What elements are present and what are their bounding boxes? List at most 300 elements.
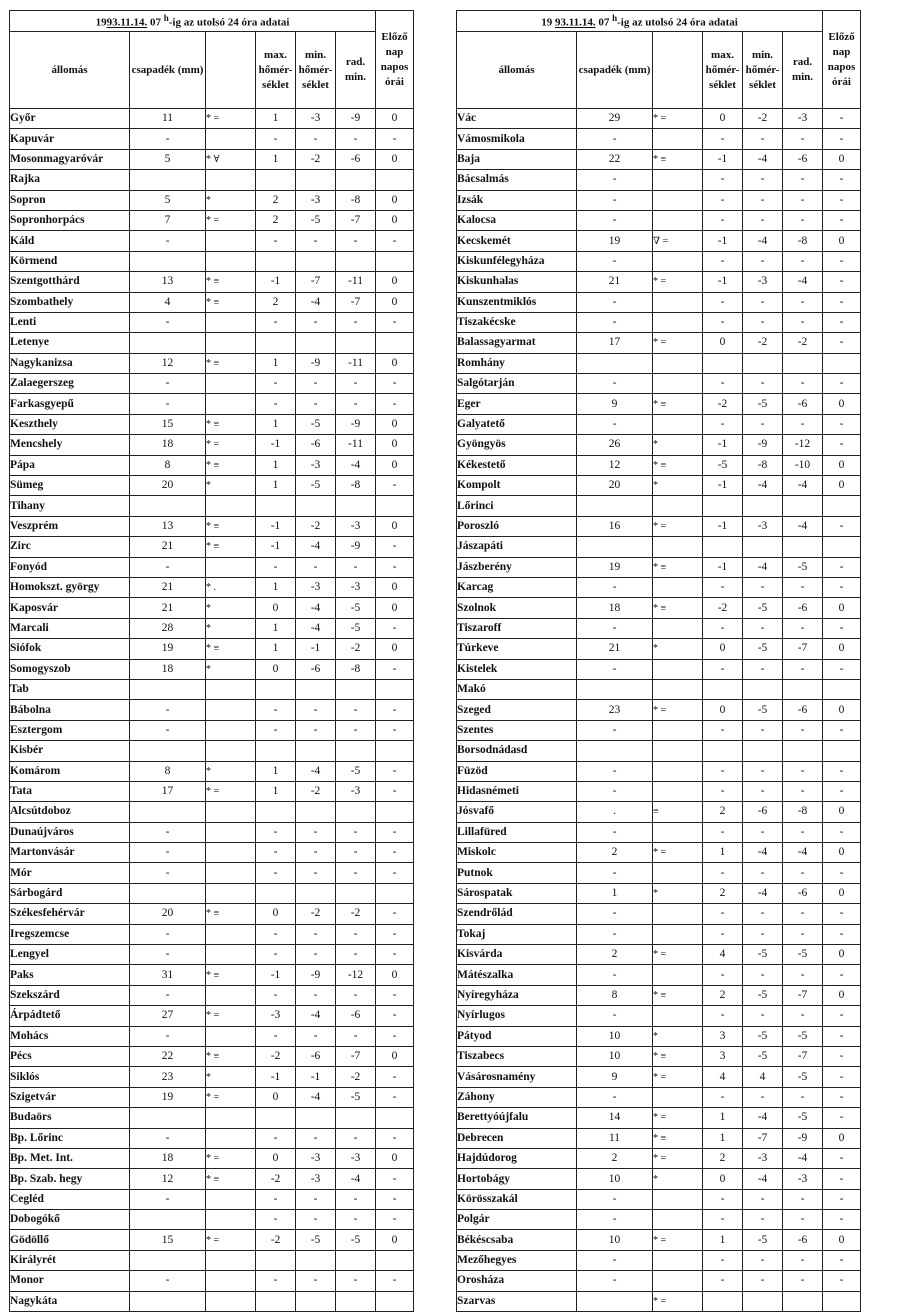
max-temp-value: 0 [256, 1087, 296, 1107]
sunshine-hours-value: - [823, 557, 861, 577]
station-name: Szeged [457, 700, 577, 720]
left-weather-table [9, 10, 414, 1312]
station-name: Tihany [10, 496, 130, 516]
table-row [457, 1026, 861, 1046]
table-row [457, 1006, 861, 1026]
station-name: Körösszakál [457, 1189, 577, 1209]
station-name: Baja [457, 149, 577, 169]
weather-symbol [206, 822, 256, 842]
title-part: 93.11.14. [106, 16, 148, 29]
table-row [457, 537, 861, 557]
min-temp-value: -3 [296, 190, 336, 210]
station-name: Homokszt. györgy [10, 577, 130, 597]
min-temp-value: - [743, 251, 783, 271]
table-row [457, 741, 861, 761]
sunshine-hours-value: - [823, 1210, 861, 1230]
sunshine-hours-value: - [823, 109, 861, 129]
sunshine-hours-value: 0 [823, 700, 861, 720]
weather-symbol: * = [653, 843, 703, 863]
sunshine-hours-value: - [823, 1148, 861, 1168]
weather-symbol: * [206, 761, 256, 781]
min-temp-value: -4 [743, 1169, 783, 1189]
table-row [457, 1271, 861, 1291]
weather-symbol [206, 333, 256, 353]
max-temp-value: 1 [256, 618, 296, 638]
min-temp-value: -3 [296, 109, 336, 129]
min-temp-value: - [743, 170, 783, 190]
rad-min-value: - [783, 965, 823, 985]
station-name: Tab [10, 679, 130, 699]
min-temp-value [743, 1291, 783, 1311]
rad-min-value: -5 [783, 1108, 823, 1128]
table-row [457, 1087, 861, 1107]
weather-symbol: * ≡ [206, 516, 256, 536]
rad-min-value: -6 [783, 394, 823, 414]
table-row [457, 700, 861, 720]
sunshine-hours-value: - [823, 1006, 861, 1026]
rad-min-value [336, 496, 376, 516]
rad-min-value [336, 679, 376, 699]
min-temp-value: -7 [743, 1128, 783, 1148]
min-temp-value: - [743, 924, 783, 944]
max-temp-value: - [703, 190, 743, 210]
header-symbol [206, 32, 256, 109]
station-name: Letenye [10, 333, 130, 353]
min-temp-value: - [296, 822, 336, 842]
max-temp-value: 1 [256, 476, 296, 496]
table-row [10, 577, 414, 597]
min-temp-value [296, 251, 336, 271]
precipitation-value: 11 [130, 109, 206, 129]
station-name: Tiszaroff [457, 618, 577, 638]
max-temp-value: - [703, 924, 743, 944]
max-temp-value: - [703, 251, 743, 271]
min-temp-value: - [743, 1250, 783, 1270]
table-row [10, 904, 414, 924]
min-temp-value: -4 [743, 843, 783, 863]
table-row [10, 394, 414, 414]
precipitation-value: - [577, 1250, 653, 1270]
table-row [10, 985, 414, 1005]
precipitation-value: 20 [130, 476, 206, 496]
precipitation-value: - [577, 781, 653, 801]
max-temp-value: 1 [703, 843, 743, 863]
table-row [10, 781, 414, 801]
station-name: Békéscsaba [457, 1230, 577, 1250]
weather-symbol: * = [206, 1006, 256, 1026]
min-temp-value: -4 [743, 1108, 783, 1128]
precipitation-value: 29 [577, 109, 653, 129]
weather-symbol [206, 129, 256, 149]
max-temp-value: - [703, 374, 743, 394]
weather-symbol [653, 170, 703, 190]
weather-symbol [653, 414, 703, 434]
min-temp-value: -2 [296, 904, 336, 924]
header-sunshine: Előző nap napos órái [823, 11, 861, 109]
rad-min-value: - [783, 251, 823, 271]
sunshine-hours-value: - [823, 1087, 861, 1107]
weather-symbol [653, 1271, 703, 1291]
max-temp-value: 4 [703, 945, 743, 965]
rad-min-value: -3 [783, 1169, 823, 1189]
max-temp-value: 1 [256, 455, 296, 475]
weather-symbol [206, 231, 256, 251]
min-temp-value: -6 [296, 1046, 336, 1066]
min-temp-value: -5 [296, 210, 336, 230]
precipitation-value: - [577, 904, 653, 924]
precipitation-value: - [577, 210, 653, 230]
weather-symbol [206, 720, 256, 740]
rad-min-value [336, 1250, 376, 1270]
station-name: Makó [457, 679, 577, 699]
sunshine-hours-value: - [376, 1087, 414, 1107]
min-temp-value: - [743, 965, 783, 985]
min-temp-value: - [743, 312, 783, 332]
station-name: Sárbogárd [10, 883, 130, 903]
sunshine-hours-value: 0 [376, 353, 414, 373]
station-name: Lengyel [10, 945, 130, 965]
station-name: Mátészalka [457, 965, 577, 985]
rad-min-value: - [336, 129, 376, 149]
rad-min-value: -8 [336, 659, 376, 679]
weather-symbol: * = [206, 1230, 256, 1250]
weather-symbol [206, 1210, 256, 1230]
rad-min-value: -4 [783, 272, 823, 292]
rad-min-value [783, 537, 823, 557]
sunshine-hours-value: 0 [823, 1128, 861, 1148]
station-name: Kalocsa [457, 210, 577, 230]
max-temp-value: -2 [703, 394, 743, 414]
station-name: Polgár [457, 1210, 577, 1230]
max-temp-value: 4 [703, 1067, 743, 1087]
min-temp-value: - [743, 659, 783, 679]
precipitation-value: - [577, 618, 653, 638]
table-row [10, 312, 414, 332]
sunshine-hours-value: 0 [376, 210, 414, 230]
rad-min-value: -3 [336, 781, 376, 801]
precipitation-value: - [577, 720, 653, 740]
header-station: állomás [457, 32, 577, 109]
rad-min-value: - [336, 843, 376, 863]
precipitation-value: 18 [577, 598, 653, 618]
precipitation-value: 18 [130, 1148, 206, 1168]
rad-min-value: -6 [783, 149, 823, 169]
table-row [10, 455, 414, 475]
table-row [457, 272, 861, 292]
weather-symbol [653, 720, 703, 740]
table-row [10, 272, 414, 292]
sunshine-hours-value: - [823, 1189, 861, 1209]
header-station: állomás [10, 32, 130, 109]
min-temp-value: - [296, 1128, 336, 1148]
table-row [10, 149, 414, 169]
rad-min-value: -8 [783, 802, 823, 822]
precipitation-value: 9 [577, 394, 653, 414]
rad-min-value: - [783, 1250, 823, 1270]
precipitation-value: - [577, 1189, 653, 1209]
sunshine-hours-value [376, 251, 414, 271]
min-temp-value: - [743, 129, 783, 149]
station-name: Királyrét [10, 1250, 130, 1270]
sunshine-hours-value: - [376, 863, 414, 883]
rad-min-value: -5 [783, 945, 823, 965]
rad-min-value: - [783, 170, 823, 190]
table-row [457, 822, 861, 842]
min-temp-value: -4 [743, 557, 783, 577]
table-row [457, 1046, 861, 1066]
table-row [10, 843, 414, 863]
rad-min-value: - [336, 822, 376, 842]
station-name: Somogyszob [10, 659, 130, 679]
precipitation-value [130, 883, 206, 903]
max-temp-value: - [703, 1250, 743, 1270]
sunshine-hours-value: 0 [823, 945, 861, 965]
precipitation-value: - [130, 374, 206, 394]
rad-min-value: - [783, 414, 823, 434]
sunshine-hours-value: - [376, 231, 414, 251]
weather-symbol: * ≡ [653, 1128, 703, 1148]
min-temp-value: -5 [743, 394, 783, 414]
rad-min-value: -5 [336, 618, 376, 638]
rad-min-value: - [336, 700, 376, 720]
weather-symbol: * = [653, 1148, 703, 1168]
precipitation-value: 23 [130, 1067, 206, 1087]
weather-symbol [206, 1271, 256, 1291]
precipitation-value: - [130, 1026, 206, 1046]
weather-symbol [653, 965, 703, 985]
header-sunshine: Előző nap napos órái [376, 11, 414, 109]
station-name: Jászapáti [457, 537, 577, 557]
precipitation-value: 19 [130, 1087, 206, 1107]
max-temp-value: - [256, 843, 296, 863]
rad-min-value: - [336, 1026, 376, 1046]
table-row [10, 1210, 414, 1230]
station-name: Farkasgyepű [10, 394, 130, 414]
precipitation-value [577, 537, 653, 557]
precipitation-value: - [130, 1271, 206, 1291]
rad-min-value: -6 [783, 1230, 823, 1250]
table-row [457, 231, 861, 251]
rad-min-value: - [336, 863, 376, 883]
min-temp-value: - [743, 720, 783, 740]
max-temp-value: -2 [256, 1169, 296, 1189]
station-name: Zalaegerszeg [10, 374, 130, 394]
min-temp-value: - [743, 374, 783, 394]
precipitation-value: 26 [577, 435, 653, 455]
table-row [457, 129, 861, 149]
station-name: Kiskunhalas [457, 272, 577, 292]
min-temp-value: -5 [743, 700, 783, 720]
table-row [10, 129, 414, 149]
min-temp-value: -3 [743, 272, 783, 292]
min-temp-value: -1 [296, 639, 336, 659]
sunshine-hours-value: - [376, 781, 414, 801]
rad-min-value: -8 [783, 231, 823, 251]
sunshine-hours-value: 0 [376, 965, 414, 985]
sunshine-hours-value: - [823, 374, 861, 394]
weather-symbol: * [653, 476, 703, 496]
min-temp-value: - [743, 1189, 783, 1209]
table-row [10, 374, 414, 394]
station-name: Putnok [457, 863, 577, 883]
station-name: Nyíregyháza [457, 985, 577, 1005]
table-row [457, 802, 861, 822]
max-temp-value: - [703, 170, 743, 190]
max-temp-value: 3 [703, 1026, 743, 1046]
min-temp-value: - [296, 557, 336, 577]
weather-symbol [206, 312, 256, 332]
table-row [10, 1230, 414, 1250]
station-name: Galyatető [457, 414, 577, 434]
station-name: Debrecen [457, 1128, 577, 1148]
weather-symbol: * ≡ [653, 1046, 703, 1066]
weather-symbol [206, 374, 256, 394]
rad-min-value [783, 679, 823, 699]
sunshine-hours-value [823, 679, 861, 699]
sunshine-hours-value: - [823, 659, 861, 679]
table-row [10, 516, 414, 536]
precipitation-value: - [577, 1006, 653, 1026]
rad-min-value: -6 [336, 149, 376, 169]
precipitation-value: - [577, 251, 653, 271]
table-row [457, 190, 861, 210]
table-row [10, 639, 414, 659]
rad-min-value: -11 [336, 353, 376, 373]
rad-min-value: -6 [783, 598, 823, 618]
precipitation-value: 7 [130, 210, 206, 230]
weather-symbol: * [206, 190, 256, 210]
min-temp-value: -2 [296, 781, 336, 801]
weather-symbol [206, 700, 256, 720]
max-temp-value [703, 679, 743, 699]
rad-min-value: -8 [336, 476, 376, 496]
weather-symbol [653, 1087, 703, 1107]
weather-symbol: * = [206, 1148, 256, 1168]
table-row [457, 1108, 861, 1128]
min-temp-value: -5 [743, 1046, 783, 1066]
weather-symbol: * = [653, 945, 703, 965]
precipitation-value: - [130, 822, 206, 842]
max-temp-value: - [703, 210, 743, 230]
precipitation-value: 19 [577, 231, 653, 251]
sunshine-hours-value: - [376, 1271, 414, 1291]
rad-min-value: -4 [783, 476, 823, 496]
station-name: Paks [10, 965, 130, 985]
rad-min-value: - [783, 904, 823, 924]
header-min-temp: min. hőmér-séklet [296, 32, 336, 109]
max-temp-value: - [256, 1271, 296, 1291]
precipitation-value [130, 802, 206, 822]
station-name: Szigetvár [10, 1087, 130, 1107]
sunshine-hours-value: - [823, 129, 861, 149]
precipitation-value [130, 170, 206, 190]
min-temp-value: -9 [743, 435, 783, 455]
sunshine-hours-value: 0 [376, 149, 414, 169]
max-temp-value: - [256, 822, 296, 842]
station-name: Veszprém [10, 516, 130, 536]
sunshine-hours-value: - [823, 577, 861, 597]
max-temp-value: 0 [703, 700, 743, 720]
precipitation-value: 28 [130, 618, 206, 638]
title-part: 19 [541, 16, 555, 29]
rad-min-value: - [783, 863, 823, 883]
table-row [457, 985, 861, 1005]
min-temp-value: -5 [743, 1230, 783, 1250]
table-row [457, 149, 861, 169]
min-temp-value: -7 [296, 272, 336, 292]
table-row [457, 1169, 861, 1189]
sunshine-hours-value: - [823, 1271, 861, 1291]
weather-symbol: * = [653, 1108, 703, 1128]
station-name: Jósvafő [457, 802, 577, 822]
station-name: Árpádtető [10, 1006, 130, 1026]
rad-min-value: -5 [783, 1067, 823, 1087]
weather-symbol [653, 353, 703, 373]
min-temp-value: - [296, 924, 336, 944]
max-temp-value: - [256, 985, 296, 1005]
sunshine-hours-value: - [823, 965, 861, 985]
sunshine-hours-value: 0 [376, 639, 414, 659]
sunshine-hours-value: 0 [376, 577, 414, 597]
min-temp-value: -4 [296, 1087, 336, 1107]
station-name: Kiskunfélegyháza [457, 251, 577, 271]
sunshine-hours-value: - [823, 720, 861, 740]
weather-symbol: * = [206, 781, 256, 801]
min-temp-value: - [296, 945, 336, 965]
weather-symbol [206, 251, 256, 271]
title-part: -ig az utolsó 24 óra adatai [168, 16, 290, 29]
table-row [10, 618, 414, 638]
table-row [457, 394, 861, 414]
table-row [457, 598, 861, 618]
precipitation-value: 21 [130, 537, 206, 557]
weather-symbol: * ≡ [653, 455, 703, 475]
station-name: Kékestető [457, 455, 577, 475]
sunshine-hours-value: 0 [823, 394, 861, 414]
station-name: Nagykáta [10, 1291, 130, 1311]
max-temp-value: 0 [256, 598, 296, 618]
max-temp-value: 2 [256, 292, 296, 312]
min-temp-value: - [743, 190, 783, 210]
rad-min-value: - [783, 781, 823, 801]
rad-min-value: -7 [783, 1046, 823, 1066]
rad-min-value: -7 [783, 985, 823, 1005]
precipitation-value: - [577, 924, 653, 944]
max-temp-value: -5 [703, 455, 743, 475]
precipitation-value [130, 679, 206, 699]
max-temp-value: -2 [256, 1230, 296, 1250]
title-part: h [612, 13, 618, 24]
sunshine-hours-value: - [376, 1210, 414, 1230]
precipitation-value [577, 679, 653, 699]
max-temp-value [703, 496, 743, 516]
rad-min-value: - [783, 1006, 823, 1026]
weather-symbol: ≡ [653, 802, 703, 822]
min-temp-value: -4 [743, 231, 783, 251]
table-row [10, 883, 414, 903]
station-name: Poroszló [457, 516, 577, 536]
max-temp-value: 1 [256, 353, 296, 373]
weather-symbol: * ≡ [653, 985, 703, 1005]
sunshine-hours-value: - [823, 435, 861, 455]
max-temp-value: 1 [256, 639, 296, 659]
table-row [10, 109, 414, 129]
min-temp-value: -5 [743, 985, 783, 1005]
rad-min-value: - [783, 924, 823, 944]
title-part: 93.11.14. [554, 16, 596, 29]
max-temp-value [256, 741, 296, 761]
table-row [10, 1271, 414, 1291]
